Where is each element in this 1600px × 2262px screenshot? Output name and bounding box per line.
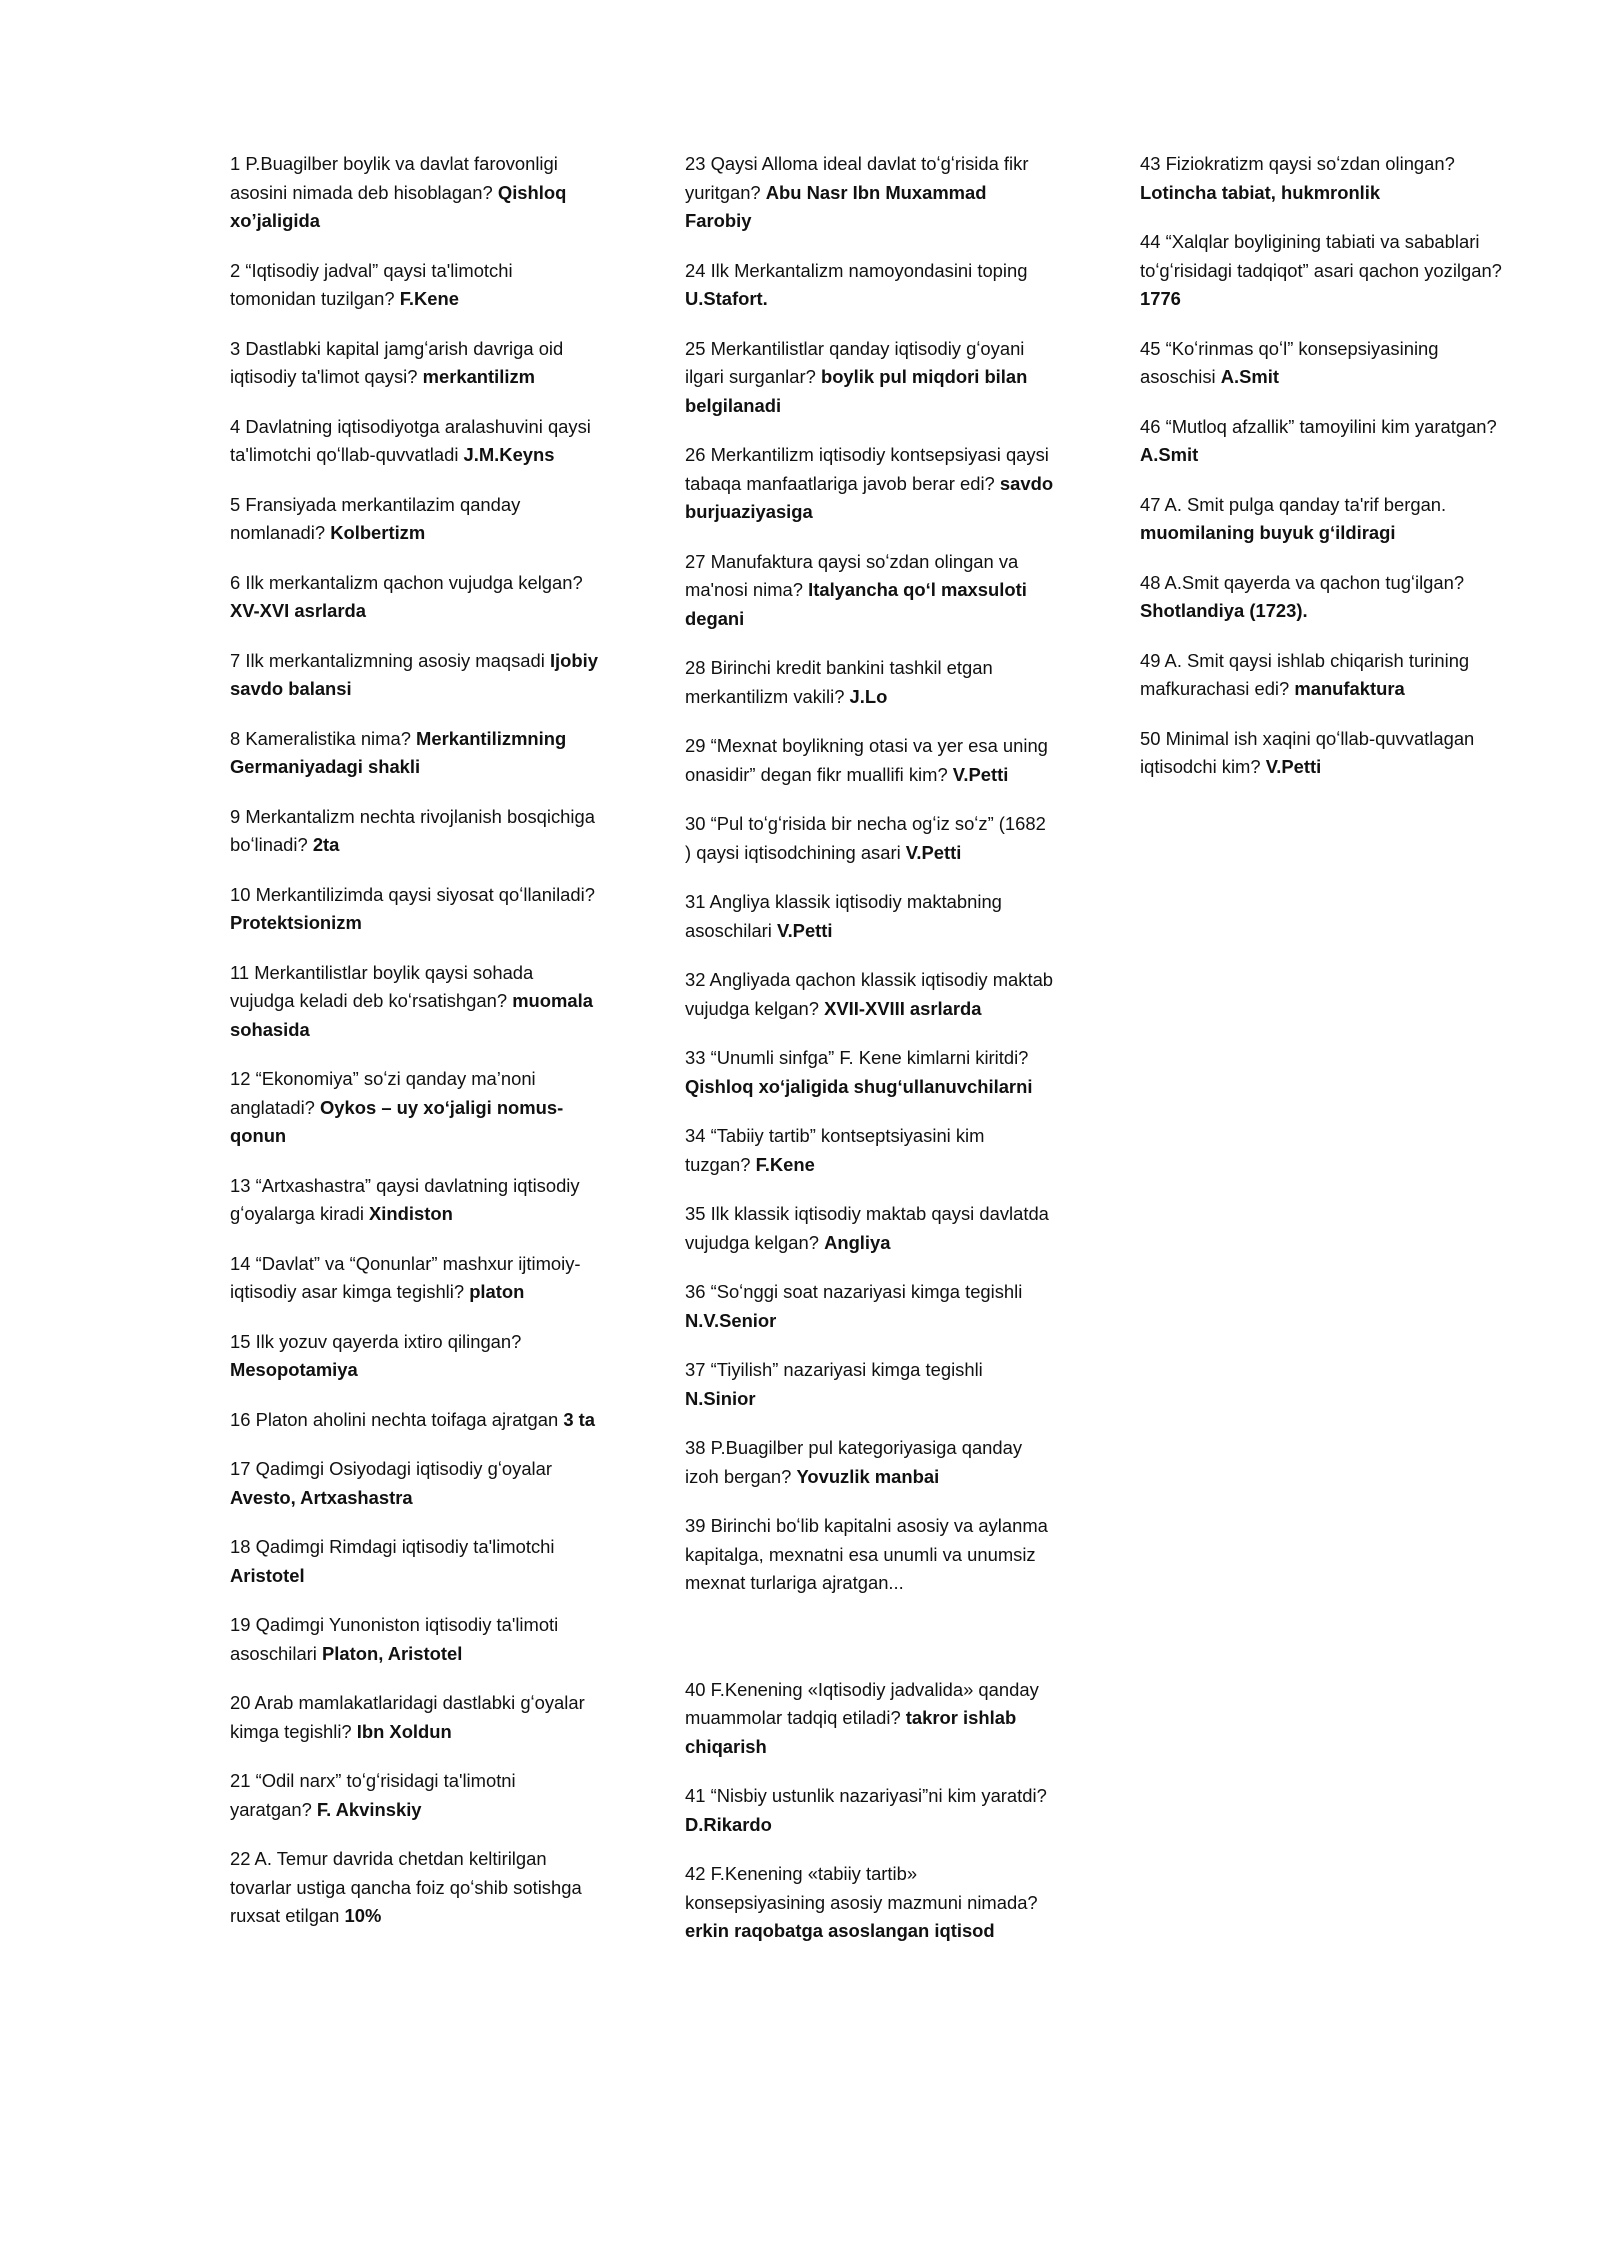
answer-text: Shotlandiya (1723). (1140, 600, 1308, 621)
question-text: 36 “Soʻnggi soat nazariyasi kimga tegishli (685, 1281, 1023, 1302)
question-item (685, 1676, 1055, 1762)
question-text: 39 Birinchi boʻlib kapitalni asosiy va aylanma kapitalga, mexnatni esa unumli va unumsiz mexnat turlariga ajratgan... (685, 1515, 1048, 1593)
question-item (230, 257, 600, 314)
question-item (230, 1767, 600, 1824)
question-item (230, 803, 600, 860)
answer-text: V.Petti (952, 763, 1009, 785)
question-text: 32 Angliyada qachon klassik iqtisodiy maktab vujudga kelgan? (685, 969, 1054, 1019)
question-text: 14 “Davlat” va “Qonunlar” mashxur ijtimoiy-iqtisodiy asar kimga tegishli? (230, 1252, 581, 1302)
question-item (1140, 491, 1510, 548)
question-text: 23 Qaysi Alloma ideal davlat toʻgʻrisida fikr yuritgan? (685, 153, 1029, 203)
answer-text: 3 ta (563, 1408, 596, 1430)
answer-text: Protektsionizm (230, 912, 362, 933)
question-text: 30 “Pul toʻgʻrisida bir necha ogʻiz soʻz” (1682 ) qaysi iqtisodchining asari (685, 813, 1046, 863)
question-item (230, 335, 600, 392)
question-text: 31 Angliya klassik iqtisodiy maktabning asoschilari (685, 891, 1002, 941)
question-item (230, 1406, 600, 1435)
question-text: 25 Merkantilistlar qanday iqtisodiy gʻoyani ilgari surganlar? (685, 337, 1025, 387)
column-3 (1140, 150, 1510, 803)
answer-text: D.Rikardo (685, 1813, 772, 1835)
answer-text: Qishloq xoʻjaligida shugʻullanuvchilarni (685, 1075, 1033, 1097)
question-text: 35 Ilk klassik iqtisodiy maktab qaysi davlatda vujudga kelgan? (685, 1203, 1049, 1253)
answer-text: merkantilizm (422, 366, 536, 387)
question-text: 24 Ilk Merkantalizm namoyondasini toping (685, 259, 1028, 281)
answer-text: Avesto, Artxashastra (230, 1486, 413, 1508)
question-text: 11 Merkantilistlar boylik qaysi sohada vujudga keladi deb koʻrsatishgan? (230, 961, 534, 1011)
question-item (685, 1356, 1055, 1413)
answer-text: 2ta (312, 834, 340, 855)
answer-text: Qishloq xo’jaligida (230, 181, 567, 231)
question-text: 15 Ilk yozuv qayerda ixtiro qilingan? (230, 1330, 522, 1352)
question-text: 21 “Odil narx” toʻgʻrisidagi ta'limotni yaratgan? (230, 1770, 516, 1820)
answer-text: savdo burjuaziyasiga (685, 472, 1054, 522)
question-text: 3 Dastlabki kapital jamgʻarish davriga oid iqtisodiy ta'limot qaysi? (230, 337, 564, 387)
answer-text: V.Petti (905, 841, 962, 863)
answer-text: boylik pul miqdori bilan belgilanadi (685, 366, 1028, 416)
question-item (1140, 335, 1510, 392)
question-item (1140, 569, 1510, 626)
question-item (230, 1328, 600, 1385)
question-item (685, 150, 1055, 236)
question-text: 6 Ilk merkantalizm qachon vujudga kelgan? (230, 571, 583, 593)
question-text: 46 “Mutloq afzallik” tamoyilini kim yaratgan? (1140, 415, 1497, 437)
question-item (230, 881, 600, 938)
question-text: 10 Merkantilizimda qaysi siyosat qoʻllaniladi? (230, 883, 595, 905)
answer-text: Angliya (824, 1231, 891, 1253)
answer-text: XV-XVI asrlarda (230, 600, 366, 621)
question-text: 33 “Unumli sinfga” F. Kene kimlarni kiritdi? (685, 1047, 1029, 1068)
question-item (685, 810, 1055, 867)
answer-text: J.M.Keyns (463, 444, 555, 465)
question-item (685, 732, 1055, 789)
question-text: 48 A.Smit qayerda va qachon tugʻilgan? (1140, 571, 1465, 593)
question-text: 18 Qadimgi Rimdagi iqtisodiy ta'limotchi (230, 1536, 555, 1557)
question-item (230, 413, 600, 470)
question-item (685, 548, 1055, 634)
answer-text: A.Smit (1220, 366, 1279, 387)
answer-text: platon (469, 1281, 525, 1302)
question-item (230, 725, 600, 782)
question-text: 37 “Tiyilish” nazariyasi kimga tegishli (685, 1359, 983, 1380)
question-text: 29 “Mexnat boylikning otasi va yer esa uning onasidir” degan fikr muallifi kim? (685, 735, 1048, 785)
question-item (1140, 725, 1510, 782)
question-item (230, 1611, 600, 1668)
question-text: 38 P.Buagilber pul kategoriyasiga qanday izoh bergan? (685, 1437, 1023, 1487)
answer-text: Platon, Aristotel (322, 1642, 463, 1664)
answer-text: Kolbertizm (330, 522, 426, 543)
question-text: 26 Merkantilizm iqtisodiy kontsepsiyasi qaysi tabaqa manfaatlariga javob berar edi? (685, 444, 1049, 494)
question-text: 16 Platon aholini nechta toifaga ajratgan (230, 1408, 564, 1430)
question-item (685, 1860, 1055, 1946)
question-item (230, 1689, 600, 1746)
answer-text: 1776 (1140, 288, 1181, 309)
question-item (230, 1845, 600, 1931)
question-text: 45 “Koʻrinmas qoʻl” konsepsiyasining asoschisi (1140, 337, 1439, 387)
question-text: 19 Qadimgi Yunoniston iqtisodiy ta'limoti asoschilari (230, 1614, 559, 1664)
answer-text: 10% (344, 1905, 382, 1926)
question-item (230, 569, 600, 626)
answer-text: A.Smit (1140, 444, 1199, 465)
question-item (1140, 647, 1510, 704)
answer-text: Ijobiy savdo balansi (230, 649, 598, 699)
answer-text: takror ishlab chiqarish (685, 1707, 1017, 1757)
answer-text: Merkantilizmning Germaniyadagi shakli (230, 727, 567, 777)
answer-text: manufaktura (1294, 678, 1405, 699)
answer-text: F.Kene (399, 288, 459, 309)
question-item (685, 966, 1055, 1023)
question-item (230, 1172, 600, 1229)
question-item (1140, 413, 1510, 470)
question-text: 4 Davlatning iqtisodiyotga aralashuvini qaysi ta'limotchi qoʻllab-quvvatladi (230, 415, 591, 465)
answer-text: muomilaning buyuk gʻildiragi (1140, 522, 1396, 543)
question-item (230, 150, 600, 236)
question-text: 41 “Nisbiy ustunlik nazariyasi”ni kim yaratdi? (685, 1785, 1047, 1806)
answer-text: J.Lo (849, 685, 888, 707)
answer-text: Oykos – uy xoʻjaligi nomus-qonun (230, 1096, 564, 1146)
question-text: 44 “Xalqlar boyligining tabiati va sabablari toʻgʻrisidagi tadqiqot” asari qachon yozilgan? (1140, 231, 1502, 281)
question-text: 5 Fransiyada merkantilazim qanday nomlanadi? (230, 493, 521, 543)
answer-text: V.Petti (777, 919, 833, 941)
question-item (685, 888, 1055, 945)
answer-text: V.Petti (1265, 756, 1322, 777)
question-text: 20 Arab mamlakatlaridagi dastlabki gʻoyalar kimga tegishli? (230, 1692, 585, 1742)
question-item (685, 441, 1055, 527)
answer-text: F. Akvinskiy (316, 1798, 422, 1820)
answer-text: Ibn Xoldun (356, 1720, 452, 1742)
answer-text: Abu Nasr Ibn Muxammad Farobiy (685, 181, 987, 231)
answer-text: N.V.Senior (685, 1309, 777, 1331)
question-item (685, 654, 1055, 711)
question-text: 49 A. Smit qaysi ishlab chiqarish turining mafkurachasi edi? (1140, 649, 1470, 699)
question-item (685, 1122, 1055, 1179)
question-item (685, 1782, 1055, 1839)
answer-text: F.Kene (755, 1153, 815, 1175)
question-text: 27 Manufaktura qaysi soʻzdan olingan va ma'nosi nima? (685, 550, 1019, 600)
question-text: 7 Ilk merkantalizmning asosiy maqsadi (230, 649, 550, 671)
answer-text: Italyancha qoʻl maxsuloti degani (685, 579, 1027, 629)
question-text: 9 Merkantalizm nechta rivojlanish bosqichiga boʻlinadi? (230, 805, 595, 855)
question-item (685, 1278, 1055, 1335)
question-item (685, 335, 1055, 421)
answer-text: muomala sohasida (230, 990, 593, 1040)
question-item (230, 1065, 600, 1151)
question-text: 28 Birinchi kredit bankini tashkil etgan merkantilizm vakili? (685, 657, 993, 707)
question-item (685, 257, 1055, 314)
question-text: 13 “Artxashastra” qaysi davlatning iqtisodiy gʻoyalarga kiradi (230, 1174, 580, 1224)
question-text: 2 “Iqtisodiy jadval” qaysi ta'limotchi tomonidan tuzilgan? (230, 259, 513, 309)
column-2 (685, 150, 1055, 1967)
question-text: 42 F.Kenening «tabiiy tartib» konsepsiyasining asosiy mazmuni nimada? (685, 1863, 1038, 1913)
question-text: 1 P.Buagilber boylik va davlat farovonligi asosini nimada deb hisoblagan? (230, 153, 558, 203)
question-item (230, 959, 600, 1045)
question-text: 50 Minimal ish xaqini qoʻllab-quvvatlagan iqtisodchi kim? (1140, 727, 1475, 777)
answer-text: N.Sinior (685, 1387, 756, 1409)
answer-text: XVII-XVIII asrlarda (824, 997, 982, 1019)
question-text: 40 F.Kenening «Iqtisodiy jadvalida» qanday muammolar tadqiq etiladi? (685, 1678, 1039, 1728)
question-text: 17 Qadimgi Osiyodagi iqtisodiy gʻoyalar (230, 1458, 552, 1479)
question-item (230, 1455, 600, 1512)
answer-text: Mesopotamiya (230, 1359, 358, 1380)
question-item (230, 491, 600, 548)
answer-text: Aristotel (230, 1564, 305, 1586)
question-text: 22 A. Temur davrida chetdan keltirilgan tovarlar ustiga qancha foiz qoʻshib sotishga ruxsat etilgan (230, 1848, 582, 1926)
blank-gap (685, 1619, 1055, 1676)
column-1 (230, 150, 600, 1952)
question-item (685, 1044, 1055, 1101)
answer-text: erkin raqobatga asoslangan iqtisod (685, 1920, 995, 1941)
question-item (1140, 150, 1510, 207)
answer-text: Xindiston (369, 1203, 453, 1224)
answer-text: Yovuzlik manbai (796, 1465, 940, 1487)
question-text: 47 A. Smit pulga qanday ta'rif bergan. (1140, 493, 1447, 515)
question-item (230, 1250, 600, 1307)
question-item (1140, 228, 1510, 314)
question-item (685, 1512, 1055, 1598)
question-text: 43 Fiziokratizm qaysi soʻzdan olingan? (1140, 153, 1455, 174)
answer-text: U.Stafort. (685, 288, 768, 309)
question-text: 8 Kameralistika nima? (230, 727, 417, 749)
question-item (685, 1434, 1055, 1491)
question-text: 12 “Ekonomiya” soʻzi qanday ma’noni anglatadi? (230, 1068, 536, 1118)
answer-text: Lotincha tabiat, hukmronlik (1140, 181, 1381, 203)
question-text: 34 “Tabiiy tartib” kontseptsiyasini kim tuzgan? (685, 1125, 985, 1175)
question-item (685, 1200, 1055, 1257)
question-item (230, 647, 600, 704)
question-item (230, 1533, 600, 1590)
